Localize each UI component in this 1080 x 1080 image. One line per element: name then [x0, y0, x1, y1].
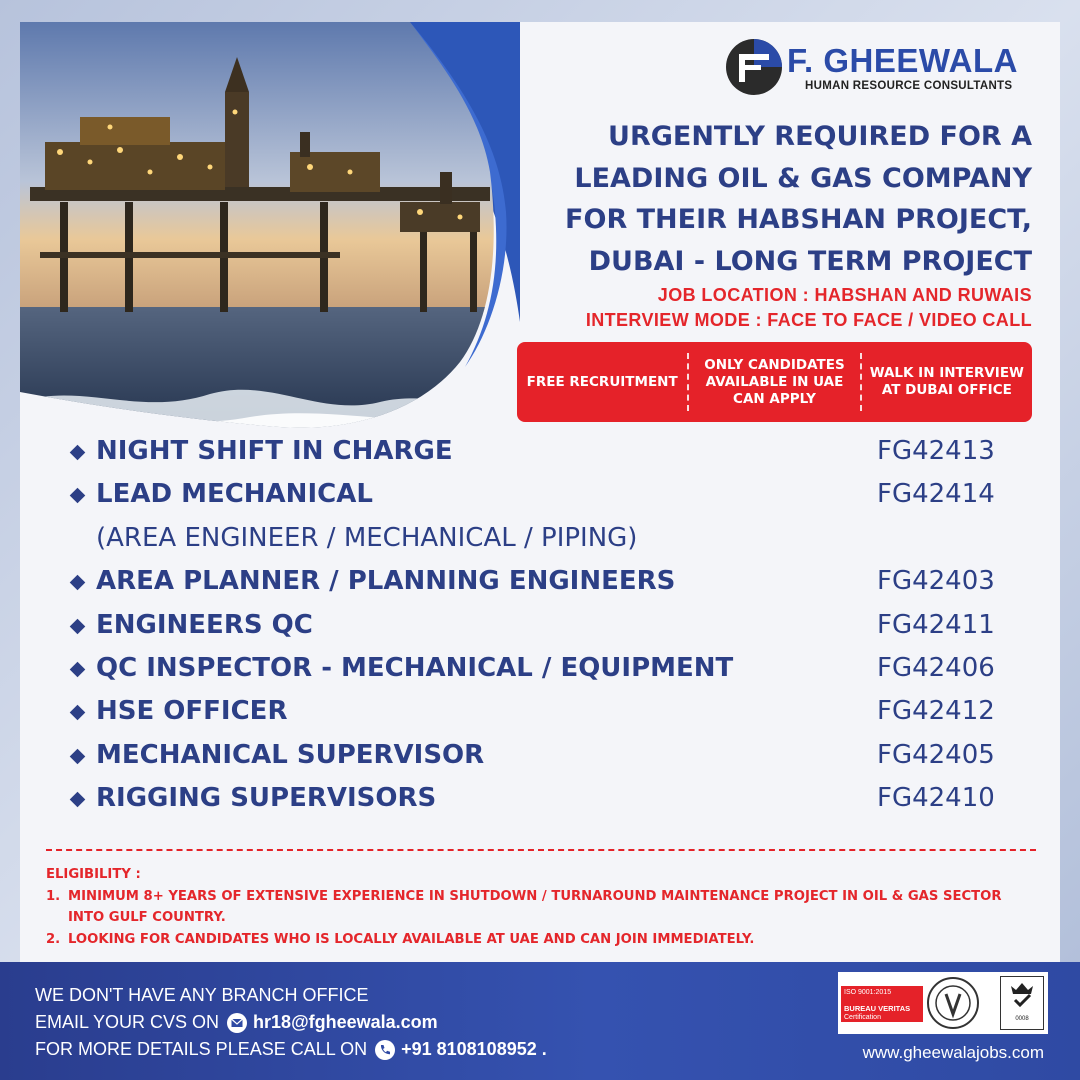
crown-check-icon [1007, 980, 1037, 1008]
job-code: FG42410 [877, 783, 995, 814]
job-code: FG42411 [877, 609, 995, 640]
email-row [35, 1009, 547, 1036]
job-location: JOB LOCATION : HABSHAN AND RUWAIS [657, 285, 1032, 305]
job-code: FG42406 [877, 652, 995, 683]
item-text: MINIMUM 8+ YEARS OF EXTENSIVE EXPERIENCE IN SHUTDOWN / TURNAROUND MAINTENANCE PROJECT IN OIL & GAS SECTOR INTO GULF COUNTRY. [68, 888, 1002, 925]
certification-badge [838, 972, 1048, 1034]
item-number: 2. [46, 931, 61, 947]
dashed-divider [46, 849, 1036, 851]
job-subtitle: (AREA ENGINEER / MECHANICAL / PIPING) [96, 522, 638, 553]
list-item [72, 434, 1032, 477]
eligibility-item [46, 929, 1041, 951]
email-prefix: EMAIL YOUR CVS ON [35, 1012, 220, 1032]
brand-logo [725, 38, 1035, 98]
job-code: FG42413 [877, 436, 995, 466]
contact-info [35, 982, 547, 1063]
highlight-uae-candidates: ONLY CANDIDATES AVAILABLE IN UAE CAN APPLY [704, 356, 845, 407]
headline-line: URGENTLY REQUIRED FOR A [608, 121, 1032, 152]
branch-notice-text: WE DON'T HAVE ANY BRANCH OFFICE [35, 985, 369, 1005]
job-details [586, 283, 1032, 333]
brand-name: F. GHEEWALA [787, 42, 1019, 79]
ukas-code: 0008 [1015, 1016, 1029, 1022]
branch-notice [35, 982, 547, 1009]
oil-rig-photo [20, 22, 520, 442]
brand-tagline: HUMAN RESOURCE CONSULTANTS [805, 80, 1013, 92]
poster-card [20, 22, 1060, 962]
job-code: FG42414 [877, 479, 995, 510]
eligibility-heading: ELIGIBILITY : [46, 867, 141, 882]
website-link[interactable]: www.gheewalajobs.com [862, 1043, 1044, 1062]
interview-mode: INTERVIEW MODE : FACE TO FACE / VIDEO CALL [585, 310, 1032, 330]
job-title: NIGHT SHIFT IN CHARGE [96, 436, 453, 466]
mail-icon [227, 1013, 247, 1033]
list-item [72, 521, 1032, 564]
iso-text: ISO 9001:2015 [844, 989, 892, 996]
diamond-bullet-icon [70, 662, 86, 678]
job-code: FG42412 [877, 696, 995, 727]
diamond-bullet-icon [70, 445, 86, 461]
list-item [72, 477, 1032, 520]
job-title: ENGINEERS QC [96, 609, 313, 640]
phone-icon [375, 1040, 395, 1060]
bureau-veritas-label [841, 986, 923, 1022]
highlights-banner [517, 342, 1032, 422]
eligibility-section [46, 864, 1041, 950]
job-title: HSE OFFICER [96, 696, 288, 727]
item-text: LOOKING FOR CANDIDATES WHO IS LOCALLY AVAILABLE AT UAE AND CAN JOIN IMMEDIATELY. [68, 931, 755, 947]
diamond-bullet-icon [70, 748, 86, 764]
email-link[interactable]: hr18@fgheewala.com [253, 1012, 438, 1032]
diamond-bullet-icon [70, 792, 86, 808]
phone-number[interactable]: +91 8108108952 . [401, 1039, 547, 1059]
list-item [72, 608, 1032, 651]
eligibility-item [46, 886, 1041, 929]
job-title: RIGGING SUPERVISORS [96, 783, 437, 814]
highlight-free-recruitment: FREE RECRUITMENT [526, 373, 678, 390]
phone-row [35, 1036, 547, 1063]
job-code: FG42403 [877, 566, 995, 597]
phone-prefix: FOR MORE DETAILS PLEASE CALL ON [35, 1039, 368, 1059]
bureau-veritas-seal-icon [926, 976, 980, 1030]
bv-text: BUREAU VERITAS [844, 1004, 911, 1013]
job-list [72, 434, 1032, 825]
headline-line: LEADING OIL & GAS COMPANY [574, 162, 1032, 194]
cert-text: Certification [844, 1014, 881, 1021]
list-item [72, 781, 1032, 824]
job-title: QC INSPECTOR - MECHANICAL / EQUIPMENT [96, 652, 734, 683]
diamond-bullet-icon [70, 618, 86, 634]
highlight-walk-in: WALK IN INTERVIEW AT DUBAI OFFICE [869, 365, 1024, 398]
job-title: AREA PLANNER / PLANNING ENGINEERS [96, 566, 676, 597]
item-number: 1. [46, 888, 61, 904]
list-item [72, 564, 1032, 607]
job-code: FG42405 [877, 739, 995, 770]
job-title: LEAD MECHANICAL [96, 479, 373, 510]
logo-mark-icon [725, 38, 783, 96]
diamond-bullet-icon [70, 488, 86, 504]
diamond-bullet-icon [70, 705, 86, 721]
ukas-badge [1000, 976, 1044, 1030]
list-item [72, 738, 1032, 781]
headline [472, 116, 1032, 282]
diamond-bullet-icon [70, 575, 86, 591]
list-item [72, 651, 1032, 694]
list-item [72, 694, 1032, 737]
headline-line: DUBAI - LONG TERM PROJECT [588, 245, 1032, 277]
job-title: MECHANICAL SUPERVISOR [96, 739, 485, 770]
headline-line: FOR THEIR HABSHAN PROJECT, [565, 204, 1032, 235]
